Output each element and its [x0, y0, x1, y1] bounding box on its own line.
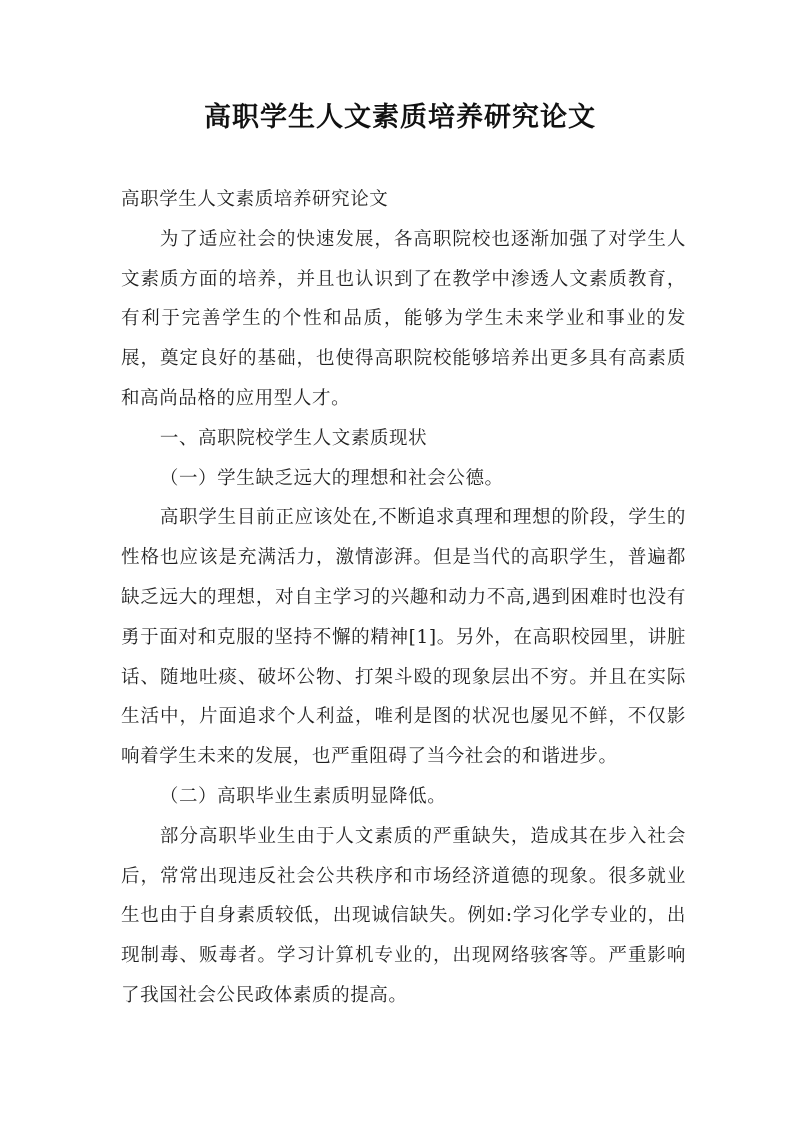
subsection-heading: （二）高职毕业生素质明显降低。 — [159, 785, 447, 807]
document-body — [121, 180, 686, 1016]
body-paragraph: 部分高职毕业生由于人文素质的严重缺失，造成其在步入社会后，常常出现违反社会公共秩序和市场经济道德的现象。很多就业生也由于自身素质较低，出现诚信缺失。例如:学习化学专业的，出现制毒、贩毒者。学习计算机专业的，出现网络骇客等。严重影响了我国社会公民政体素质的提高。 — [121, 825, 686, 1006]
subtitle-line: 高职学生人文素质培养研究论文 — [121, 189, 389, 210]
intro-paragraph: 为了适应社会的快速发展，各高职院校也逐渐加强了对学生人文素质方面的培养，并且也认识到了在教学中渗透人文素质教育，有利于完善学生的个性和品质，能够为学生未来学业和事业的发展，奠定良好的基础，也使得高职院校能够培养出更多具有高素质和高尚品格的应用型人才。 — [121, 228, 686, 409]
section-heading: 一、高职院校学生人文素质现状 — [159, 427, 428, 449]
document-title: 高职学生人文素质培养研究论文 — [204, 102, 596, 133]
body-paragraph: 高职学生目前正应该处在,不断追求真理和理想的阶段，学生的性格也应该是充满活力，激情澎湃。但是当代的高职学生，普遍都缺乏远大的理想，对自主学习的兴趣和动力不高,遇到困难时也没有勇于面对和克服的坚持不懈的精神[1]。另外，在高职校园里，讲脏话、随地吐痰、破坏公物、打架斗殴的现象层出不穷。并且在实际生活中，片面追求个人利益，唯利是图的状况也屡见不鲜，不仅影响着学生未来的发展，也严重阻碍了当今社会的和谐进步。 — [121, 507, 686, 768]
subsection-heading: （一）学生缺乏远大的理想和社会公德。 — [159, 467, 504, 489]
